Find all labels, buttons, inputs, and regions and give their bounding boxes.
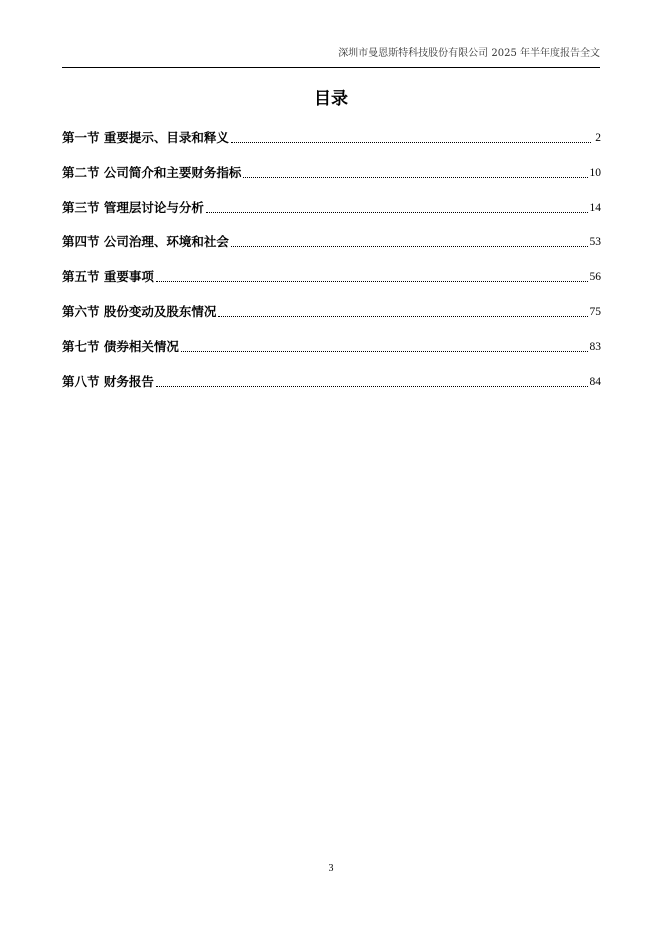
dot-leader xyxy=(206,212,588,213)
dot-leader xyxy=(181,351,588,352)
toc-entry-page: 83 xyxy=(589,340,601,353)
toc-entry-label: 第四节 公司治理、环境和社会 xyxy=(62,234,229,250)
toc-title: 目录 xyxy=(314,89,348,109)
header-divider xyxy=(62,67,600,68)
dot-leader xyxy=(156,386,588,387)
table-of-contents xyxy=(62,127,601,405)
dot-leader xyxy=(156,281,588,282)
toc-entry-section-3[interactable] xyxy=(62,197,601,217)
toc-entry-section-2[interactable] xyxy=(62,162,601,182)
toc-entry-label: 第五节 重要事项 xyxy=(62,269,154,285)
toc-entry-page: 84 xyxy=(589,375,601,388)
page-number: 3 xyxy=(328,863,334,874)
dot-leader xyxy=(243,177,587,178)
toc-entry-section-1[interactable] xyxy=(62,127,601,147)
toc-entry-page: 14 xyxy=(589,201,601,214)
toc-entry-label: 第七节 债券相关情况 xyxy=(62,338,179,354)
toc-entry-page: 56 xyxy=(589,271,601,284)
dot-leader xyxy=(231,142,591,143)
toc-entry-page: 2 xyxy=(595,132,601,144)
toc-entry-section-6[interactable] xyxy=(62,301,601,321)
toc-entry-section-7[interactable] xyxy=(62,336,601,356)
toc-entry-label: 第六节 股份变动及股东情况 xyxy=(62,303,217,319)
toc-entry-label: 第二节 公司简介和主要财务指标 xyxy=(62,164,242,180)
toc-entry-page: 10 xyxy=(589,166,601,179)
toc-entry-section-8[interactable] xyxy=(62,371,601,391)
toc-entry-page: 53 xyxy=(589,236,601,249)
dot-leader xyxy=(231,246,588,247)
toc-entry-section-5[interactable] xyxy=(62,266,601,286)
dot-leader xyxy=(218,316,587,317)
toc-entry-label: 第八节 财务报告 xyxy=(62,373,154,389)
toc-entry-label: 第三节 管理层讨论与分析 xyxy=(62,199,204,215)
toc-entry-label: 第一节 重要提示、目录和释义 xyxy=(62,130,229,145)
toc-entry-section-4[interactable] xyxy=(62,231,601,251)
toc-entry-page: 75 xyxy=(589,305,601,318)
page-header: 深圳市曼恩斯特科技股份有限公司 2025 年半年度报告全文 xyxy=(338,48,600,59)
